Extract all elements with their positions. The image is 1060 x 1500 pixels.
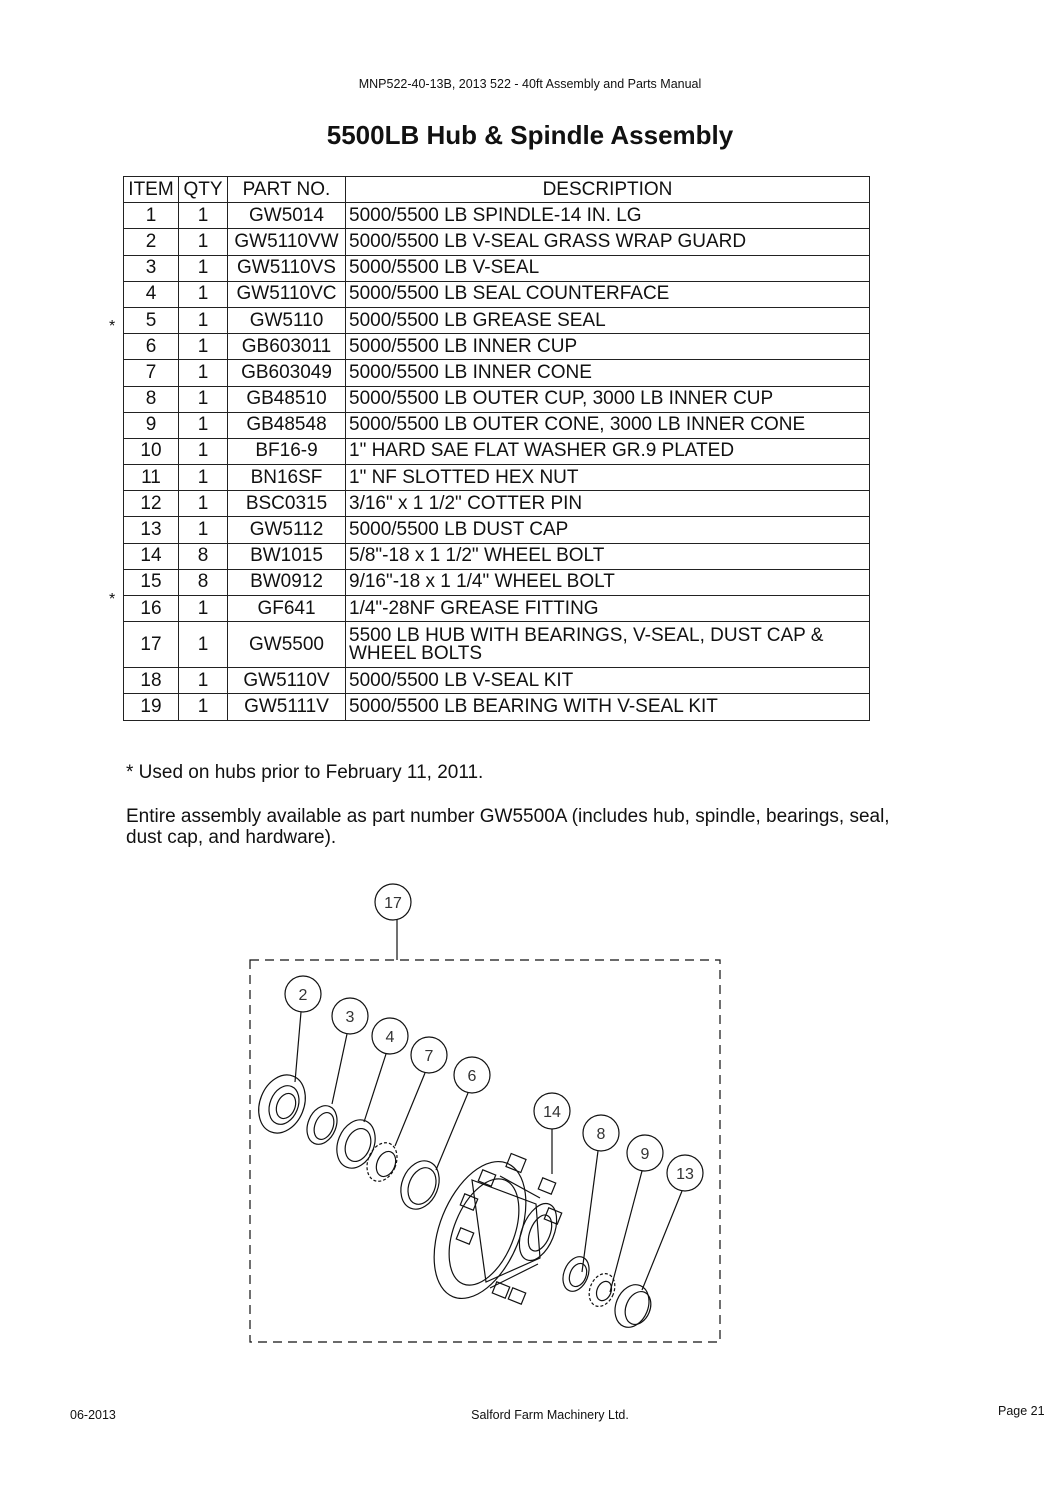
item-cell: 15	[124, 569, 179, 595]
callout-label-9: 9	[640, 1146, 650, 1163]
qty-cell: 1	[179, 229, 228, 255]
part-no-cell: GW5110VW	[228, 229, 346, 255]
item-cell: 17	[124, 622, 179, 668]
part-no-cell: BW0912	[228, 569, 346, 595]
header-part-no: PART NO.	[228, 177, 346, 203]
qty-cell: 1	[179, 668, 228, 694]
item-cell: 12	[124, 491, 179, 517]
item-cell: 4	[124, 281, 179, 307]
description-cell: 5/8"-18 x 1 1/2" WHEEL BOLT	[346, 543, 870, 569]
footer-date: 06-2013	[70, 1408, 116, 1422]
part-no-cell: GB603049	[228, 360, 346, 386]
table-row	[124, 465, 870, 491]
table-row	[124, 255, 870, 281]
star-marker-item-15: *	[109, 591, 116, 608]
table-row	[124, 517, 870, 543]
qty-cell: 8	[179, 543, 228, 569]
part-no-cell: GB603011	[228, 334, 346, 360]
description-cell: 5500 LB HUB WITH BEARINGS, V-SEAL, DUST CAP & WHEEL BOLTS	[346, 622, 870, 668]
item-cell: 9	[124, 412, 179, 438]
item-cell: 1	[124, 203, 179, 229]
description-cell: 5000/5500 LB V-SEAL GRASS WRAP GUARD	[346, 229, 870, 255]
item-cell: 3	[124, 255, 179, 281]
description-cell: 5000/5500 LB BEARING WITH V-SEAL KIT	[346, 694, 870, 720]
qty-cell: 1	[179, 465, 228, 491]
part-no-cell: GF641	[228, 596, 346, 622]
qty-cell: 1	[179, 517, 228, 543]
qty-cell: 1	[179, 596, 228, 622]
part-no-cell: GB48548	[228, 412, 346, 438]
part-no-cell: GW5500	[228, 622, 346, 668]
table-row	[124, 229, 870, 255]
callout-label-7: 7	[424, 1048, 434, 1065]
header-item: ITEM	[124, 177, 179, 203]
qty-cell: 1	[179, 334, 228, 360]
table-row	[124, 360, 870, 386]
footer-page-number: Page 21	[998, 1404, 1045, 1418]
qty-cell: 1	[179, 622, 228, 668]
part-no-cell: GW5111V	[228, 694, 346, 720]
item-cell: 8	[124, 386, 179, 412]
footer-company: Salford Farm Machinery Ltd.	[471, 1408, 629, 1422]
exploded-hub-diagram	[240, 880, 740, 1350]
part-no-cell: GW5110	[228, 307, 346, 333]
table-row	[124, 569, 870, 595]
table-row	[124, 543, 870, 569]
callout-label-4: 4	[385, 1029, 395, 1046]
description-cell: 5000/5500 LB INNER CONE	[346, 360, 870, 386]
table-header-row	[124, 177, 870, 203]
description-cell: 5000/5500 LB OUTER CONE, 3000 LB INNER CONE	[346, 412, 870, 438]
part-no-cell: GB48510	[228, 386, 346, 412]
note-entire-assembly: Entire assembly available as part number GW5500A (includes hub, spindle, bearings, seal, dust cap, and hardware).	[126, 806, 890, 848]
table-row	[124, 386, 870, 412]
description-cell: 5000/5500 LB OUTER CUP, 3000 LB INNER CUP	[346, 386, 870, 412]
part-no-cell: GW5112	[228, 517, 346, 543]
callout-label-13: 13	[676, 1166, 694, 1183]
description-cell: 5000/5500 LB V-SEAL	[346, 255, 870, 281]
callout-label-14: 14	[543, 1104, 561, 1121]
qty-cell: 1	[179, 281, 228, 307]
qty-cell: 8	[179, 569, 228, 595]
description-cell: 5000/5500 LB SEAL COUNTERFACE	[346, 281, 870, 307]
callout-label-2: 2	[298, 987, 308, 1004]
manual-header: MNP522-40-13B, 2013 522 - 40ft Assembly and Parts Manual	[358, 77, 702, 91]
qty-cell: 1	[179, 491, 228, 517]
table-row	[124, 491, 870, 517]
part-no-cell: GW5110V	[228, 668, 346, 694]
qty-cell: 1	[179, 386, 228, 412]
item-cell: 11	[124, 465, 179, 491]
table-row	[124, 438, 870, 464]
part-no-cell: BF16-9	[228, 438, 346, 464]
qty-cell: 1	[179, 255, 228, 281]
page-title: 5500LB Hub & Spindle Assembly	[326, 120, 734, 150]
item-cell: 10	[124, 438, 179, 464]
table-row	[124, 281, 870, 307]
table-row	[124, 668, 870, 694]
description-cell: 5000/5500 LB DUST CAP	[346, 517, 870, 543]
description-cell: 5000/5500 LB INNER CUP	[346, 334, 870, 360]
description-cell: 3/16" x 1 1/2" COTTER PIN	[346, 491, 870, 517]
table-row	[124, 412, 870, 438]
description-cell: 5000/5500 LB V-SEAL KIT	[346, 668, 870, 694]
item-cell: 6	[124, 334, 179, 360]
qty-cell: 1	[179, 412, 228, 438]
item-cell: 5	[124, 307, 179, 333]
description-cell: 1/4"-28NF GREASE FITTING	[346, 596, 870, 622]
item-cell: 2	[124, 229, 179, 255]
part-no-cell: BW1015	[228, 543, 346, 569]
part-no-cell: GW5014	[228, 203, 346, 229]
part-no-cell: GW5110VC	[228, 281, 346, 307]
description-cell: 9/16"-18 x 1 1/4" WHEEL BOLT	[346, 569, 870, 595]
part-no-cell: BN16SF	[228, 465, 346, 491]
callout-label-6: 6	[467, 1068, 477, 1085]
description-cell: 5000/5500 LB GREASE SEAL	[346, 307, 870, 333]
item-cell: 18	[124, 668, 179, 694]
callout-label-3: 3	[345, 1009, 355, 1026]
item-cell: 7	[124, 360, 179, 386]
table-row	[124, 694, 870, 720]
qty-cell: 1	[179, 307, 228, 333]
description-cell: 1" HARD SAE FLAT WASHER GR.9 PLATED	[346, 438, 870, 464]
part-no-cell: GW5110VS	[228, 255, 346, 281]
item-cell: 13	[124, 517, 179, 543]
table-row	[124, 334, 870, 360]
qty-cell: 1	[179, 203, 228, 229]
table-row	[124, 307, 870, 333]
header-description: DESCRIPTION	[346, 177, 870, 203]
qty-cell: 1	[179, 438, 228, 464]
table-row	[124, 203, 870, 229]
description-cell: 1" NF SLOTTED HEX NUT	[346, 465, 870, 491]
table-row	[124, 596, 870, 622]
star-marker-item-5: *	[109, 318, 116, 335]
callout-label-17: 17	[384, 895, 402, 912]
assembly-boundary	[250, 960, 720, 1342]
callout-label-8: 8	[596, 1126, 606, 1143]
hub-flange	[416, 1148, 544, 1311]
item-cell: 19	[124, 694, 179, 720]
note-prior-hubs: * Used on hubs prior to February 11, 2011.	[126, 762, 484, 783]
qty-cell: 1	[179, 694, 228, 720]
description-cell: 5000/5500 LB SPINDLE-14 IN. LG	[346, 203, 870, 229]
qty-cell: 1	[179, 360, 228, 386]
item-cell: 16	[124, 596, 179, 622]
item-cell: 14	[124, 543, 179, 569]
header-qty: QTY	[179, 177, 228, 203]
table-row	[124, 622, 870, 668]
parts-table	[123, 176, 870, 721]
part-no-cell: BSC0315	[228, 491, 346, 517]
